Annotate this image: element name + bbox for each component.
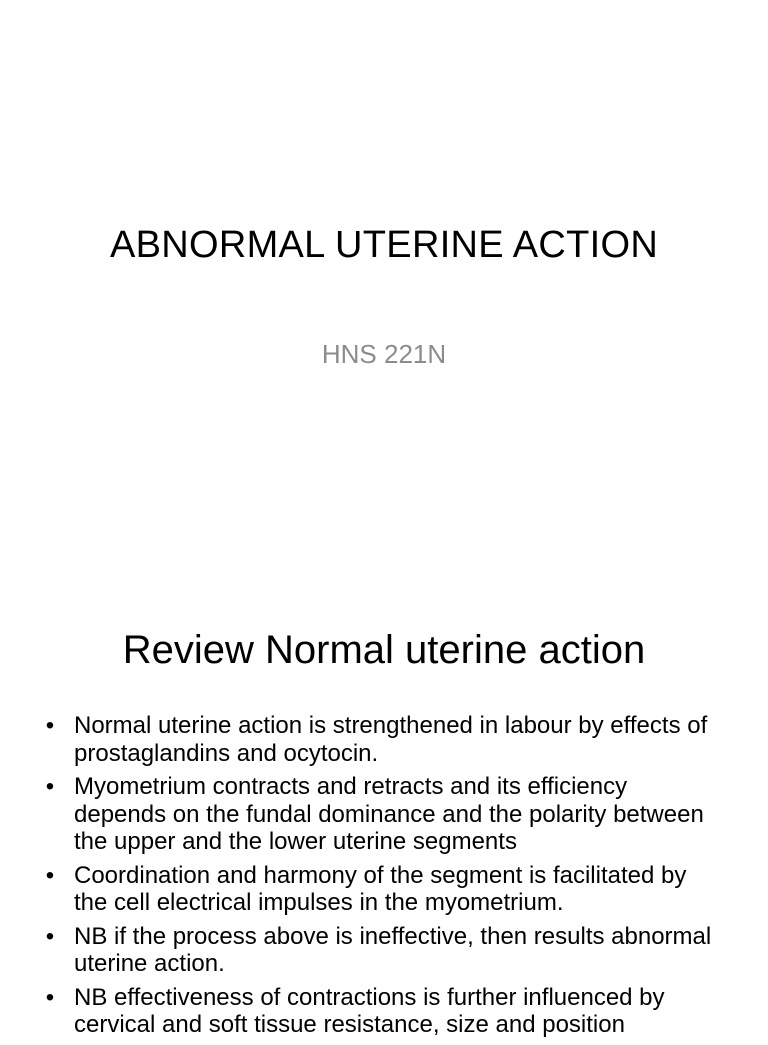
bullet-dot-icon: • <box>45 773 55 800</box>
bullet-text: Normal uterine action is strengthened in labour by effects of prostaglandins and ocytocin. <box>74 712 708 767</box>
bullet-dot-icon: • <box>45 712 55 739</box>
bullet-list <box>42 712 722 1045</box>
slide-review <box>0 576 768 1038</box>
bullet-item <box>42 984 722 1039</box>
bullet-item <box>42 712 722 767</box>
bullet-dot-icon: • <box>45 983 55 1011</box>
presentation-title: ABNORMAL UTERINE ACTION <box>109 224 659 266</box>
bullet-item <box>42 862 722 917</box>
bullet-text: Coordination and harmony of the segment is facilitated by the cell electrical impulses in the myometrium. <box>74 861 687 916</box>
bullet-text: NB if the process above is ineffective, then results abnormal uterine action. <box>74 922 712 977</box>
presentation-subtitle: HNS 221N <box>321 339 447 369</box>
bullet-dot-icon: • <box>45 861 55 889</box>
bullet-item <box>42 923 722 978</box>
bullet-dot-icon: • <box>45 922 55 950</box>
slide-heading: Review Normal uterine action <box>122 628 646 672</box>
bullet-item <box>42 773 722 856</box>
bullet-text: Myometrium contracts and retracts and its efficiency depends on the fundal dominance and the polarity between the upper and the lower uterine segments <box>74 773 704 855</box>
bullet-text: NB effectiveness of contractions is further influenced by cervical and soft tissue resistance, size and position <box>74 983 665 1038</box>
